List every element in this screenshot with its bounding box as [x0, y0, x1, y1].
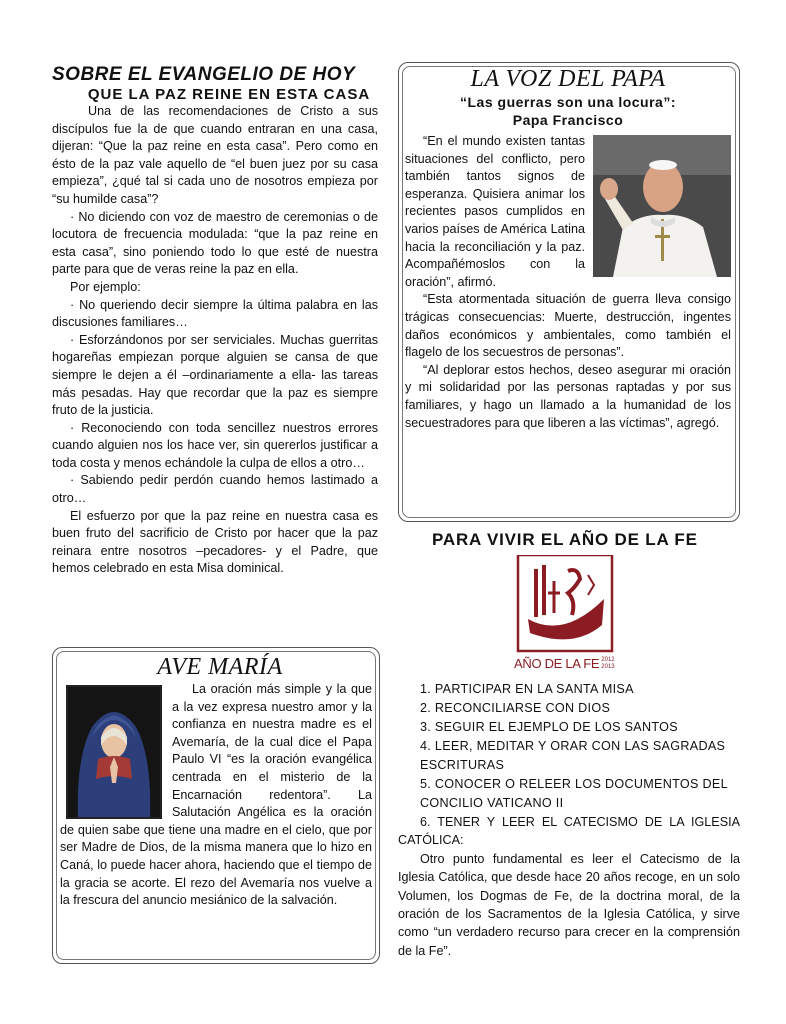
evangelio-paragraph: El esfuerzo por que la paz reine en nuestra casa es buen fruto del sacrificio de Cristo por hacer que la paz reinara entre nosotros –pecadores- y el Padre, que hemos celebrado en esta Misa dominical.	[52, 508, 378, 576]
list-item: 4. LEER, MEDITAR Y ORAR CON LAS SAGRADAS ESCRITURAS	[420, 739, 726, 772]
pope-photo	[593, 135, 731, 277]
list-item: 2. RECONCILIARSE CON DIOS	[420, 701, 611, 715]
evangelio-paragraph: · Esforzándonos por ser serviciales. Muchas guerritas hogareñas empiezan porque alguien se cansa de que siempre le dejen a él –ordinariamente a ella- las tareas más pesadas. Hay que recordar que la paz es siempre fruto de la justicia.	[52, 332, 378, 418]
papa-paragraph: “En el mundo existen tantas situaciones del conflicto, pero también tantos signos de esperanza. Quisiera animar los recientes pasos cumplidos en varios países de América Latina hacia la reconciliación y la paz. Acompañémoslos con la oración”, afirmó.	[405, 134, 585, 289]
ave-section	[60, 654, 372, 910]
papa-author: Papa Francisco	[512, 112, 624, 128]
evangelio-subtitle: QUE LA PAZ REINE EN ESTA CASA	[87, 86, 371, 103]
evangelio-paragraph: · No diciendo con voz de maestro de ceremonias o de locutora de frecuencia modulada: “que la paz reine en esta casa”, sino poniendo todo lo que esté de nuestra parte para que de veras reine la paz en ella.	[52, 209, 378, 277]
list-item: 1. PARTICIPAR EN LA SANTA MISA	[420, 682, 634, 696]
evangelio-body	[52, 103, 378, 578]
logo-caption	[514, 655, 618, 673]
papa-title: LA VOZ DEL PAPA	[470, 66, 666, 92]
fe-paragraph: Otro punto fundamental es leer el Catecismo de la Iglesia Católica, que desde hace 20 años recoge, en un solo Volumen, los Dogmas de Fe, de la doctrina moral, de la oración de los Sacramentos de la Iglesia Católica, y sirve como “un verdadero recurso para crecer en la comprensión de la Fe”.	[398, 851, 740, 958]
fe-title: PARA VIVIR EL AÑO DE LA FE	[432, 530, 698, 549]
evangelio-section	[52, 64, 378, 578]
evangelio-paragraph: · Sabiendo pedir perdón cuando hemos lastimado a otro…	[52, 473, 378, 506]
evangelio-paragraph: · Reconociendo con toda sencillez nuestros errores cuando alguien nos los hace ver, sin quererlos justificar a toda costa y menos echándole la culpa de ellos a otro…	[52, 420, 378, 470]
evangelio-paragraph: Una de las recomendaciones de Cristo a sus discípulos fue la de que cuando entraran en una casa, dijeran: “Que la paz reine en esta casa”. Pero como en ésto de la paz vale aquello de “el buen juez por su casa empieza”, ¿qué tal si cada uno de nosotros empieza por “su humilde casa”?	[52, 104, 378, 206]
ave-title: AVE MARÍA	[157, 654, 283, 680]
papa-paragraph: “Esta atormentada situación de guerra lleva consigo trágicas consecuencias: Muerte, destrucción, ingentes daños económicos y ambientales, como también el flagelo de los secuestros de personas”.	[405, 292, 731, 360]
fe-list	[398, 680, 740, 813]
papa-body	[405, 133, 731, 432]
fe-body	[398, 813, 740, 960]
evangelio-paragraph: · No queriendo decir siempre la última palabra en las discusiones familiares…	[52, 297, 378, 330]
list-item: 3. SEGUIR EL EJEMPLO DE LOS SANTOS	[420, 720, 678, 734]
logo-text: AÑO DE LA FE	[514, 656, 600, 671]
papa-paragraph: “Al deplorar estos hechos, deseo asegurar mi oración y mi solidaridad por las personas raptadas y por sus familiares, y hago un llamado a la humanidad de los secuestradores para que liberen a las víctimas”, agregó.	[405, 362, 731, 430]
papa-section	[405, 66, 731, 432]
year-of-faith-logo	[514, 555, 618, 681]
ave-body	[60, 681, 372, 910]
logo-year-end: 2013	[601, 663, 615, 670]
papa-subtitle: “Las guerras son una locura”:	[460, 94, 676, 110]
list-item: 6. TENER Y LEER EL CATECISMO DE LA IGLESIA CATÓLICA:	[398, 815, 740, 848]
ave-paragraph: La oración más simple y la que a la vez expresa nuestro amor y la confianza en nuestra madre es el Avemaría, de la cual dice el Papa Paulo VI “es la oración evangélica centrada en el misterio de la Encarnación redentora”. La Salutación Angélica es la oración de quien sabe que tiene una madre en el cielo, que por ser Madre de Dios, de la misma manera que lo hizo en Caná, lo puede hacer ahora, haciendo que el tiempo de la gracia se acorte. El rezo del Avemaría nos vuelve a la frescura del anuncio mesiánico de la salvación.	[60, 682, 372, 908]
evangelio-paragraph: Por ejemplo:	[70, 279, 141, 294]
evangelio-title: SOBRE EL EVANGELIO DE HOY	[52, 64, 356, 85]
fe-section	[398, 680, 740, 960]
logo-year-start: 2012	[601, 656, 615, 663]
list-item: 5. CONOCER O RELEER LOS DOCUMENTOS DEL CONCILIO VATICANO II	[420, 777, 728, 810]
virgin-mary-image	[66, 685, 162, 819]
